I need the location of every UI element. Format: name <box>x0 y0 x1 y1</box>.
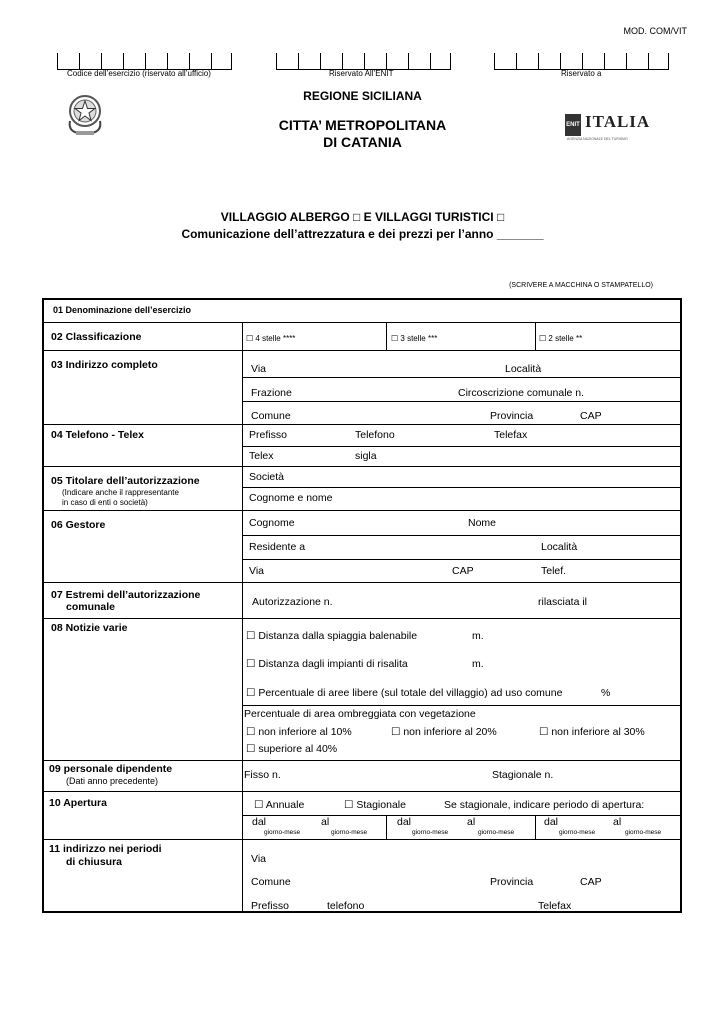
office-code-label: Codice dell’esercizio (riservato all’ufficio) <box>67 69 211 78</box>
section-10-label: 10 Apertura <box>49 797 107 809</box>
shaded-30-checkbox[interactable]: ☐ non inferiore al 30% <box>539 726 645 738</box>
address-circoscrizione-field[interactable]: Circoscrizione comunale n. <box>458 387 585 399</box>
manager-localita-field[interactable]: Località <box>541 541 578 553</box>
classification-3-stars-checkbox[interactable]: ☐ 3 stelle *** <box>391 334 438 343</box>
section-05-note-1: (Indicare anche il rappresentante <box>62 488 179 497</box>
telex-field[interactable]: Telex <box>249 450 274 462</box>
closure-prefisso-field[interactable]: Prefisso <box>251 900 289 912</box>
beach-distance-unit: m. <box>472 630 484 642</box>
manager-nome-field[interactable]: Nome <box>468 517 497 529</box>
enit-mark: ENIT <box>565 114 581 136</box>
section-02-label: 02 Classificazione <box>51 331 142 343</box>
opening-annual-checkbox[interactable]: ☐ Annuale <box>254 799 305 811</box>
period2-dal-hint: giorno-mese <box>412 829 449 836</box>
shaded-20-checkbox[interactable]: ☐ non inferiore al 20% <box>391 726 497 738</box>
closure-telefax-field[interactable]: Telefax <box>538 900 572 912</box>
reserved-code-label: Riservato a <box>561 69 602 78</box>
city-title-line1: CITTA’ METROPOLITANA <box>278 117 447 133</box>
enit-code-field[interactable] <box>276 53 451 70</box>
period2-dal-field[interactable]: dal <box>397 816 412 828</box>
period3-dal-field[interactable]: dal <box>544 816 559 828</box>
classification-2-stars-checkbox[interactable]: ☐ 2 stelle ** <box>539 334 583 343</box>
free-area-percent-unit: % <box>601 687 611 699</box>
closure-comune-field[interactable]: Comune <box>251 876 291 888</box>
section-07-label: 07 Estremi dell’autorizzazione <box>51 589 201 601</box>
shaded-area-label: Percentuale di area ombreggiata con vegetazione <box>244 708 476 720</box>
authorization-number-field[interactable]: Autorizzazione n. <box>252 596 333 608</box>
address-provincia-field[interactable]: Provincia <box>490 410 534 422</box>
staff-seasonal-field[interactable]: Stagionale n. <box>492 769 554 781</box>
form-title: VILLAGGIO ALBERGO □ E VILLAGGI TURISTICI □ <box>220 210 505 224</box>
phone-prefisso-field[interactable]: Prefisso <box>249 429 287 441</box>
telex-sigla-field[interactable]: sigla <box>355 450 377 462</box>
period2-al-field[interactable]: al <box>467 816 476 828</box>
section-05-note-2: in caso di enti o società) <box>62 498 148 507</box>
period1-dal-field[interactable]: dal <box>252 816 267 828</box>
ski-lift-distance-unit: m. <box>472 658 484 670</box>
section-05-label: 05 Titolare dell’autorizzazione <box>51 475 200 487</box>
free-area-percentage-checkbox[interactable]: ☐ Percentuale di aree libere (sul totale del villaggio) ad uso comune <box>246 687 563 699</box>
closure-provincia-field[interactable]: Provincia <box>490 876 534 888</box>
section-03-label: 03 Indirizzo completo <box>51 359 158 371</box>
classification-4-stars-checkbox[interactable]: ☐ 4 stelle **** <box>246 334 296 343</box>
section-04-label: 04 Telefono - Telex <box>51 429 144 441</box>
section-11-label: 11 indirizzo nei periodi <box>49 843 162 855</box>
period3-al-field[interactable]: al <box>613 816 622 828</box>
closure-cap-field[interactable]: CAP <box>580 876 602 888</box>
manager-via-field[interactable]: Via <box>249 565 264 577</box>
enit-logo-subtitle: AGENZIA NAZIONALE DEL TURISMO <box>567 137 628 141</box>
address-cap-field[interactable]: CAP <box>580 410 602 422</box>
period3-al-hint: giorno-mese <box>625 829 662 836</box>
ski-lift-distance-checkbox[interactable]: ☐ Distanza dagli impianti di risalita <box>246 658 408 670</box>
section-09-note: (Dati anno precedente) <box>66 776 159 786</box>
region-title: REGIONE SICILIANA <box>303 89 422 103</box>
shaded-40-checkbox[interactable]: ☐ superiore al 40% <box>246 743 338 755</box>
manager-cognome-field[interactable]: Cognome <box>249 517 295 529</box>
office-code-field[interactable] <box>57 53 232 70</box>
manager-residente-field[interactable]: Residente a <box>249 541 306 553</box>
section-09-label: 09 personale dipendente <box>49 763 173 775</box>
address-via-field[interactable]: Via <box>251 363 266 375</box>
section-07-label-2: comunale <box>66 601 116 613</box>
section-06-label: 06 Gestore <box>51 519 106 531</box>
phone-telefono-field[interactable]: Telefono <box>355 429 395 441</box>
section-01-label: 01 Denominazione dell’esercizio <box>53 305 192 315</box>
period3-dal-hint: giorno-mese <box>559 829 596 836</box>
writing-instructions: (SCRIVERE A MACCHINA O STAMPATELLO) <box>509 282 653 289</box>
enit-logo-text: ITALIA <box>585 112 651 131</box>
enit-code-label: Riservato All’ENIT <box>329 69 394 78</box>
opening-period-label: Se stagionale, indicare periodo di apertura: <box>444 799 645 811</box>
section-11-label-2: di chiusura <box>66 856 123 868</box>
address-comune-field[interactable]: Comune <box>251 410 291 422</box>
section-08-label: 08 Notizie varie <box>51 622 128 634</box>
staff-fixed-field[interactable]: Fisso n. <box>244 769 281 781</box>
period1-al-field[interactable]: al <box>321 816 330 828</box>
form-code: MOD. COM/VIT <box>623 26 687 36</box>
opening-seasonal-checkbox[interactable]: ☐ Stagionale <box>344 799 406 811</box>
address-localita-field[interactable]: Località <box>505 363 542 375</box>
phone-telefax-field[interactable]: Telefax <box>494 429 528 441</box>
manager-telefono-field[interactable]: Telef. <box>541 565 567 577</box>
holder-cognome-nome-field[interactable]: Cognome e nome <box>249 492 333 504</box>
closure-via-field[interactable]: Via <box>251 853 266 865</box>
closure-telefono-field[interactable]: telefono <box>327 900 365 912</box>
address-frazione-field[interactable]: Frazione <box>251 387 292 399</box>
form-subtitle: Comunicazione dell’attrezzatura e dei prezzi per l’anno _______ <box>181 227 544 241</box>
reserved-code-field[interactable] <box>494 53 669 70</box>
beach-distance-checkbox[interactable]: ☐ Distanza dalla spiaggia balenabile <box>246 630 418 642</box>
shaded-10-checkbox[interactable]: ☐ non inferiore al 10% <box>246 726 352 738</box>
holder-societa-field[interactable]: Società <box>249 471 285 483</box>
manager-cap-field[interactable]: CAP <box>452 565 474 577</box>
enit-italia-logo <box>565 112 665 142</box>
period1-dal-hint: giorno-mese <box>264 829 301 836</box>
period2-al-hint: giorno-mese <box>478 829 515 836</box>
city-title-line2: DI CATANIA <box>323 134 402 150</box>
authorization-date-field[interactable]: rilasciata il <box>538 596 588 608</box>
period1-al-hint: giorno-mese <box>331 829 368 836</box>
